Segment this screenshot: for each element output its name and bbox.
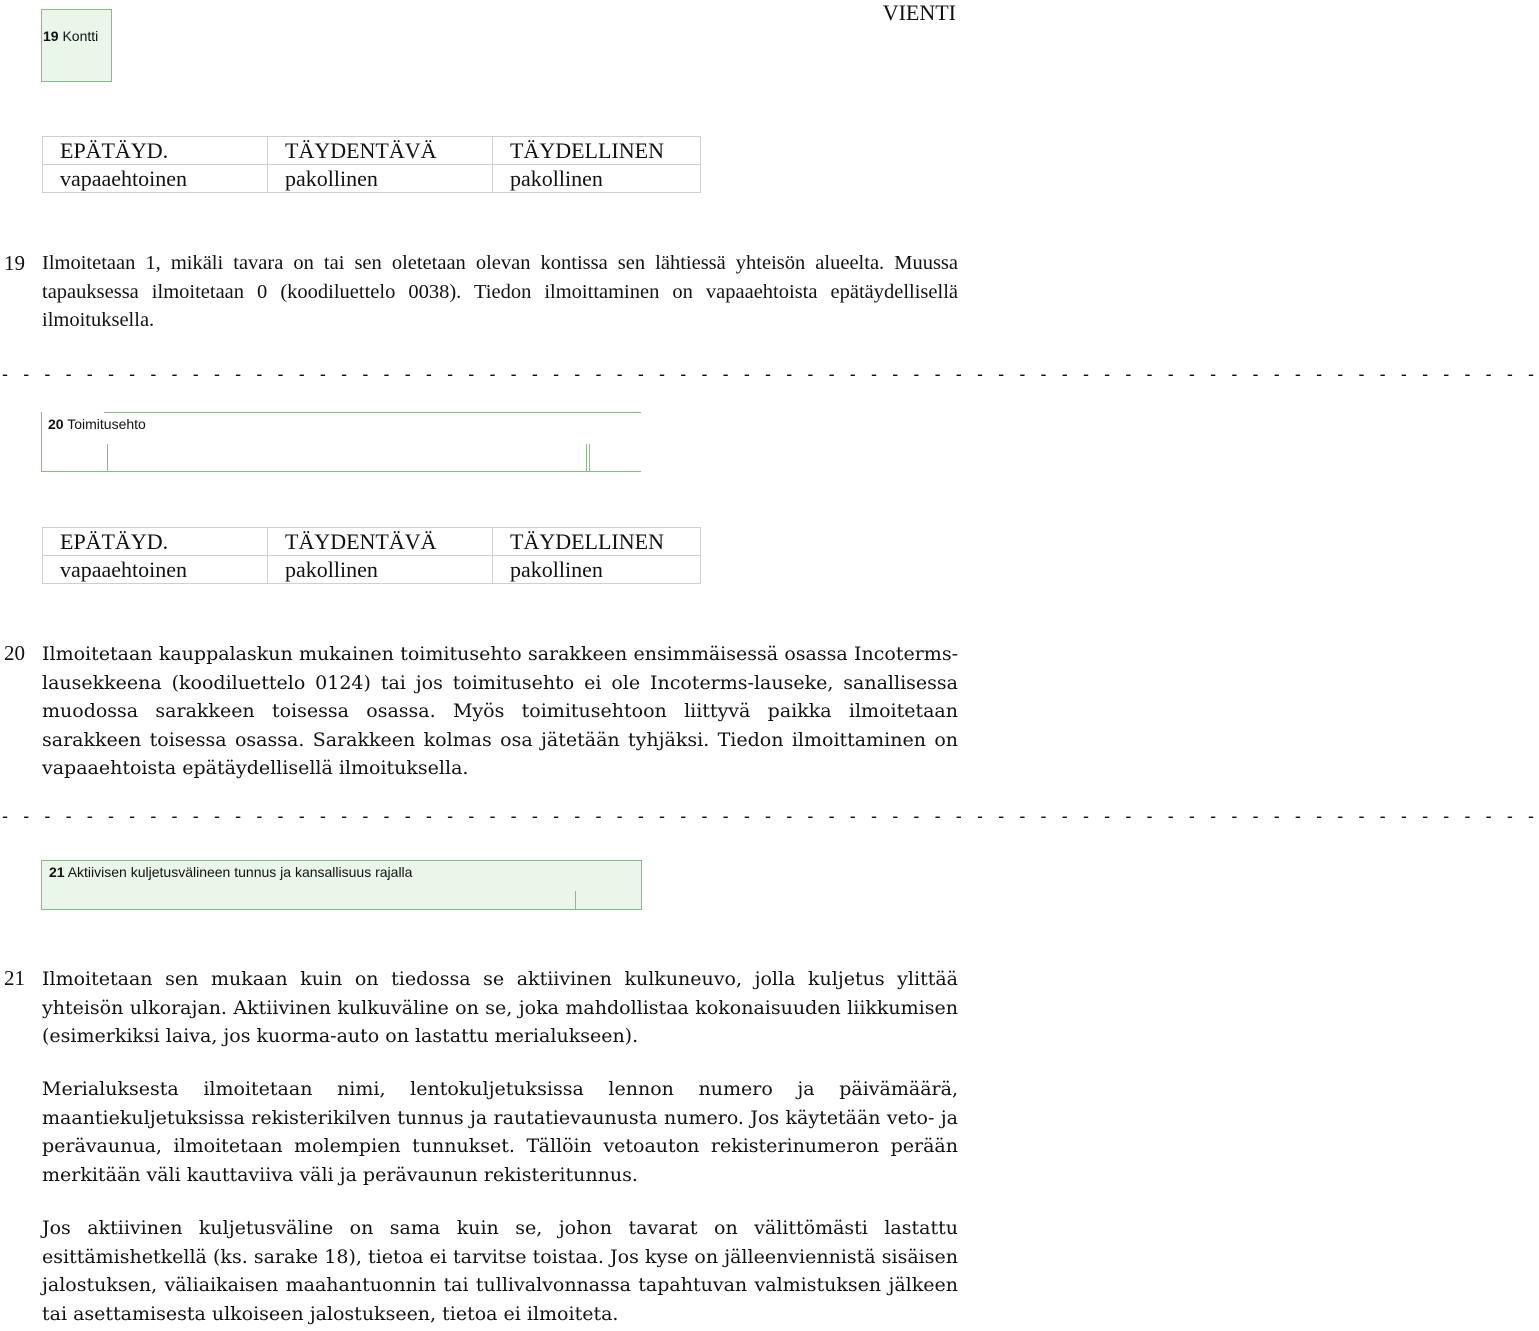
section-20-number: 20 [4,641,25,665]
requirement-row-status [43,556,701,584]
status-complete: pakollinen [493,165,701,193]
level-complete: TÄYDELLINEN [493,137,701,165]
level-supplementary: TÄYDENTÄVÄ [268,137,493,165]
field-19-box [41,9,112,82]
level-supplementary: TÄYDENTÄVÄ [268,528,493,556]
divider [575,891,576,909]
box-left-line [41,412,42,472]
status-supplementary: pakollinen [268,556,493,584]
status-complete: pakollinen [493,556,701,584]
requirement-table-20 [42,527,701,584]
field-number: 19 [43,28,59,44]
status-incomplete: vapaaehtoinen [43,556,268,584]
field-name: Toimitusehto [67,416,146,432]
field-number: 21 [49,864,65,880]
field-20-label [48,416,146,432]
field-name: Aktiivisen kuljetusvälineen tunnus ja kansallisuus rajalla [67,864,413,880]
field-21-box [41,860,642,910]
level-incomplete: EPÄTÄYD. [43,137,268,165]
field-21-label [49,864,412,880]
level-incomplete: EPÄTÄYD. [43,528,268,556]
section-20-text: Ilmoitetaan kauppalaskun mukainen toimitusehto sarakkeen ensimmäisessä osassa Incoterms-lausekkeena (koodiluettelo 0124) tai jos toimitusehto ei ole Incoterms-lauseke, sanallisessa muodossa sarakkeen toisessa osassa. Myös toimitusehtoon liittyvä paikka ilmoitetaan sarakkeen toisessa osassa. Sarakkeen kolmas osa jätetään tyhjäksi. Tiedon ilmoittaminen on vapaaehtoista epätäydellisellä ilmoituksella. [42,643,958,779]
field-number: 20 [48,416,64,432]
divider-2 [586,444,587,472]
level-complete: TÄYDELLINEN [493,528,701,556]
section-19-text: Ilmoitetaan 1, mikäli tavara on tai sen oletetaan olevan kontissa sen lähtiessä yhteisön alueelta. Muussa tapauksessa ilmoitetaan 0 (koodiluettelo 0038). Tiedon ilmoittaminen on vapaaehtoista epätäydellisellä ilmoituksella. [42,252,958,331]
section-21-number: 21 [4,966,25,990]
requirement-row-level [43,137,701,165]
field-name: Kontti [62,28,99,44]
separator: - - - - - - - - - - - - - - - - - - - - - - - - - - - - - - - - - - - - - - - - - - - - - - - - - - - - - - - - - - - - - - - - - - - - - - - - - [2,806,1539,826]
separator: - - - - - - - - - - - - - - - - - - - - - - - - - - - - - - - - - - - - - - - - - - - - - - - - - - - - - - - - - - - - - - - - - - - - - - - - - [2,364,1539,384]
box-top-line [104,412,641,413]
requirement-table-19 [42,136,701,193]
status-supplementary: pakollinen [268,165,493,193]
field-20-box [41,412,641,472]
requirement-row-status [43,165,701,193]
section-21-paragraph-2: Merialuksesta ilmoitetaan nimi, lentokuljetuksissa lennon numero ja päivämäärä, maantiekuljetuksissa rekisterikilven tunnus ja rautatievaunusta numero. Jos käytetään veto- ja perävaunua, ilmoitetaan molempien tunnukset. Tällöin vetoauton rekisterinumeron perään merkitään väli kauttaviiva väli ja perävaunun rekisteritunnus. [42,1078,958,1186]
section-21-paragraph-3: Jos aktiivinen kuljetusväline on sama kuin se, johon tavarat on välittömästi lastattu esittämishetkellä (ks. sarake 18), tietoa ei tarvitse toistaa. Jos kyse on jälleenviennistä sisäisen jalostuksen, väliaikaisen maahantuonnin tai tullivalvonnassa tapahtuvan valmistuksen jälkeen tai asettamisesta ulkoiseen jalostukseen, tietoa ei ilmoiteta. [42,1217,958,1325]
field-19-label [43,28,98,44]
requirement-row-level [43,528,701,556]
document-type-label: VIENTI [882,0,956,25]
divider-3 [589,444,590,472]
section-19-number: 19 [4,251,25,275]
box-bottom-line [41,471,641,472]
divider-1 [107,444,108,472]
section-21-paragraph-1: Ilmoitetaan sen mukaan kuin on tiedossa se aktiivinen kulkuneuvo, jolla kuljetus ylittää yhteisön ulkorajan. Aktiivinen kulkuväline on se, joka mahdollistaa kokonaisuuden liikkumisen (esimerkiksi laiva, jos kuorma-auto on lastattu merialukseen). [42,968,958,1047]
status-incomplete: vapaaehtoinen [43,165,268,193]
